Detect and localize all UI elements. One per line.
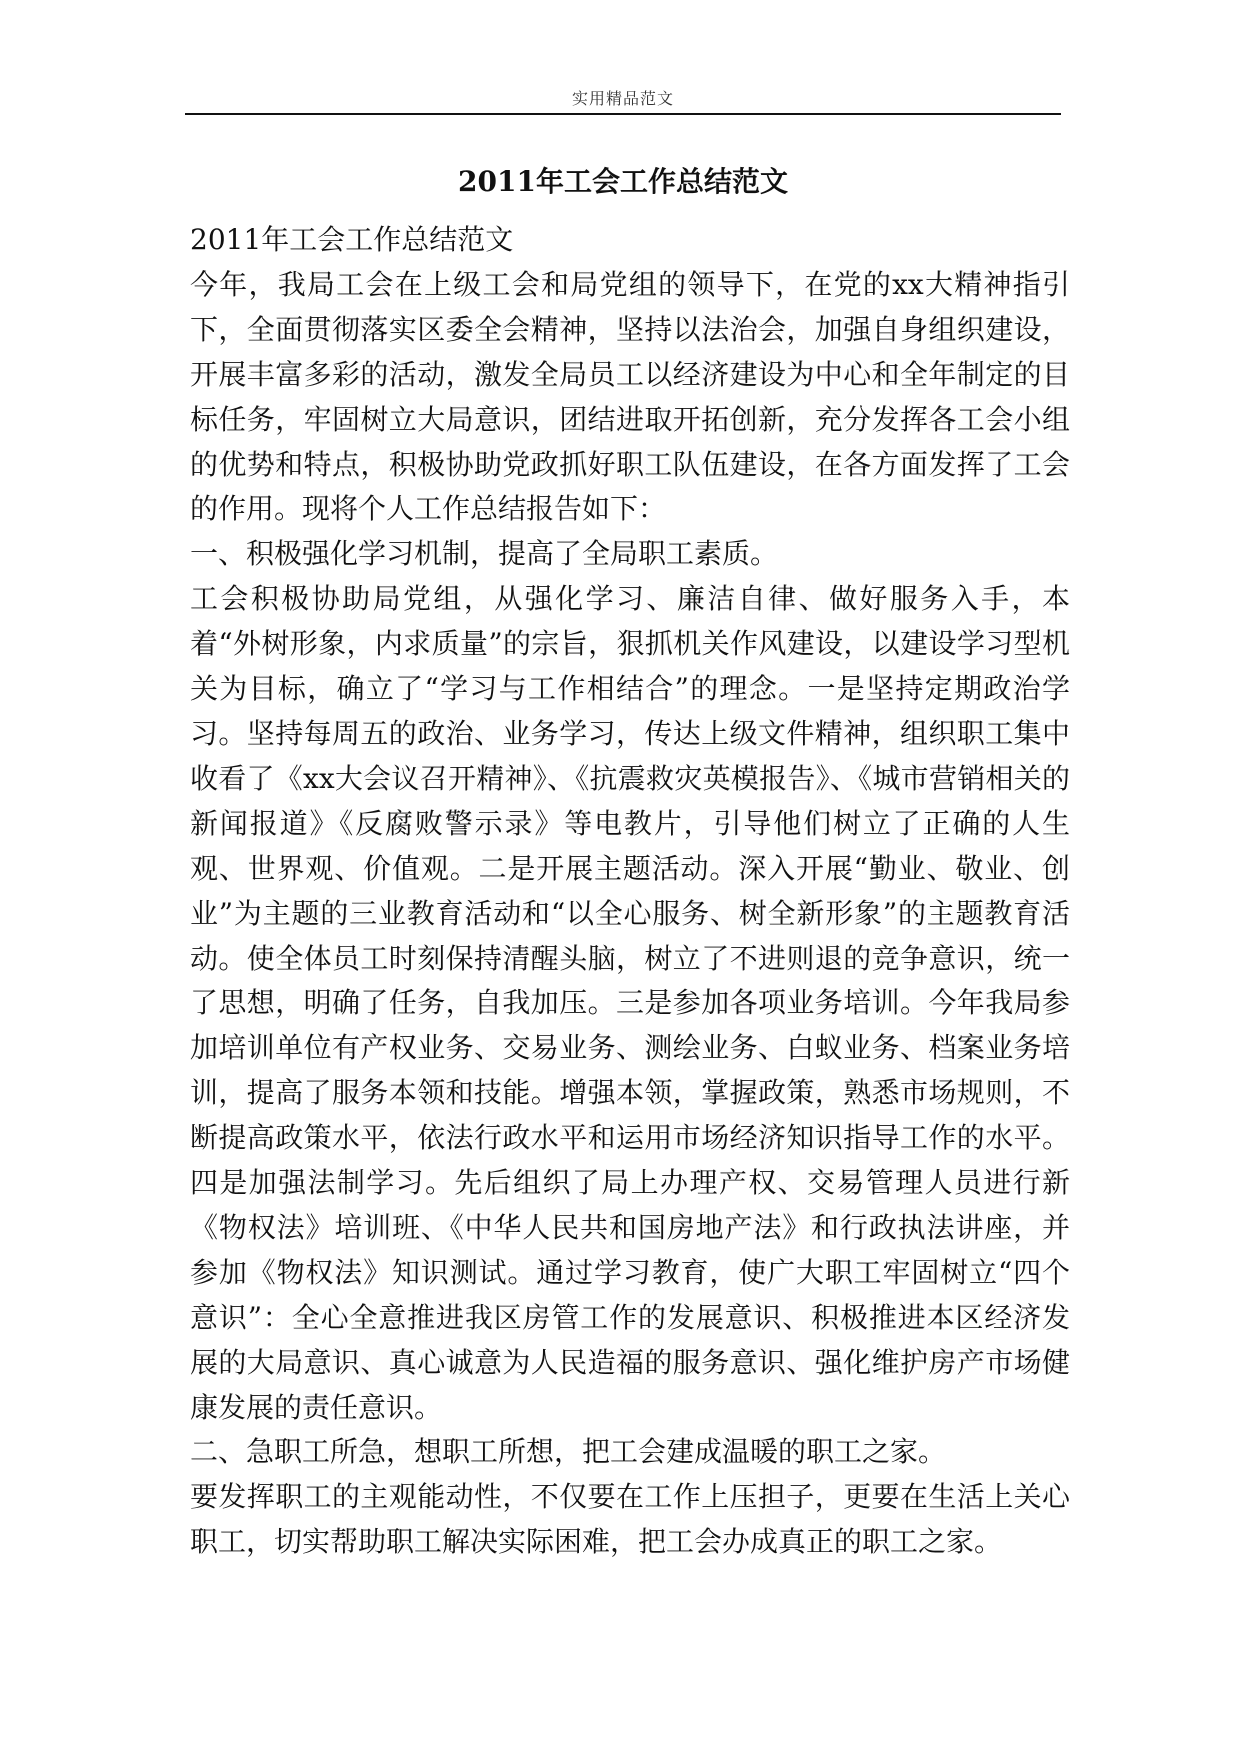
section-1-paragraph: 工会积极协助局党组，从强化学习、廉洁自律、做好服务入手，本着“外树形象，内求质量”的宗旨，狠抓机关作风建设，以建设学习型机关为目标，确立了“学习与工作相结合”的理念。一是坚持定期政治学习。坚持每周五的政治、业务学习，传达上级文件精神，组织职工集中收看了《xx大会议召开精神》、《抗震救灾英模报告》、《城市营销相关的新闻报道》《反腐败警示录》等电教片，引导他们树立了正确的人生观、世界观、价值观。二是开展主题活动。深入开展“勤业、敬业、创业”为主题的三业教育活动和“以全心服务、树全新形象”的主题教育活动。使全体员工时刻保持清醒头脑，树立了不进则退的竞争意识，统一了思想，明确了任务，自我加压。三是参加各项业务培训。今年我局参加培训单位有产权业务、交易业务、测绘业务、白蚁业务、档案业务培训，提高了服务本领和技能。增强本领，掌握政策，熟悉市场规则，不断提高政策水平，依法行政水平和运用市场经济知识指导工作的水平。四是加强法制学习。先后组织了局上办理产权、交易管理人员进行新《物权法》培训班、《中华人民共和国房地产法》和行政执法讲座，并参加《物权法》知识测试。通过学习教育，使广大职工牢固树立“四个意识”：全心全意推进我区房管工作的发展意识、积极推进本区经济发展的大局意识、真心诚意为人民造福的服务意识、强化维护房产市场健康发展的责任意识。 xyxy=(190,582,1070,1424)
section-2-paragraph: 要发挥职工的主观能动性，不仅要在工作上压担子，更要在生活上关心职工，切实帮助职工解决实际困难，把工会办成真正的职工之家。 xyxy=(190,1480,1070,1559)
section-heading-1: 一、积极强化学习机制，提高了全局职工素质。 xyxy=(190,537,779,571)
subtitle-paragraph: 2011年工会工作总结范文 xyxy=(190,223,514,256)
intro-paragraph: 今年，我局工会在上级工会和局党组的领导下，在党的xx大精神指引下，全面贯彻落实区委全会精神，坚持以法治会，加强自身组织建设，开展丰富多彩的活动，激发全局员工以经济建设为中心和全年制定的目标任务，牢固树立大局意识，团结进取开拓创新，充分发挥各工会小组的优势和特点，积极协助党政抓好职工队伍建设，在各方面发挥了工会的作用。现将个人工作总结报告如下： xyxy=(190,267,1070,526)
header-divider xyxy=(185,113,1061,115)
document-title: 2011年工会工作总结范文 xyxy=(458,165,788,198)
page-header: 实用精品范文 xyxy=(571,89,674,108)
document-body xyxy=(190,218,1070,1565)
section-heading-2: 二、急职工所急，想职工所想，把工会建成温暖的职工之家。 xyxy=(190,1435,947,1469)
